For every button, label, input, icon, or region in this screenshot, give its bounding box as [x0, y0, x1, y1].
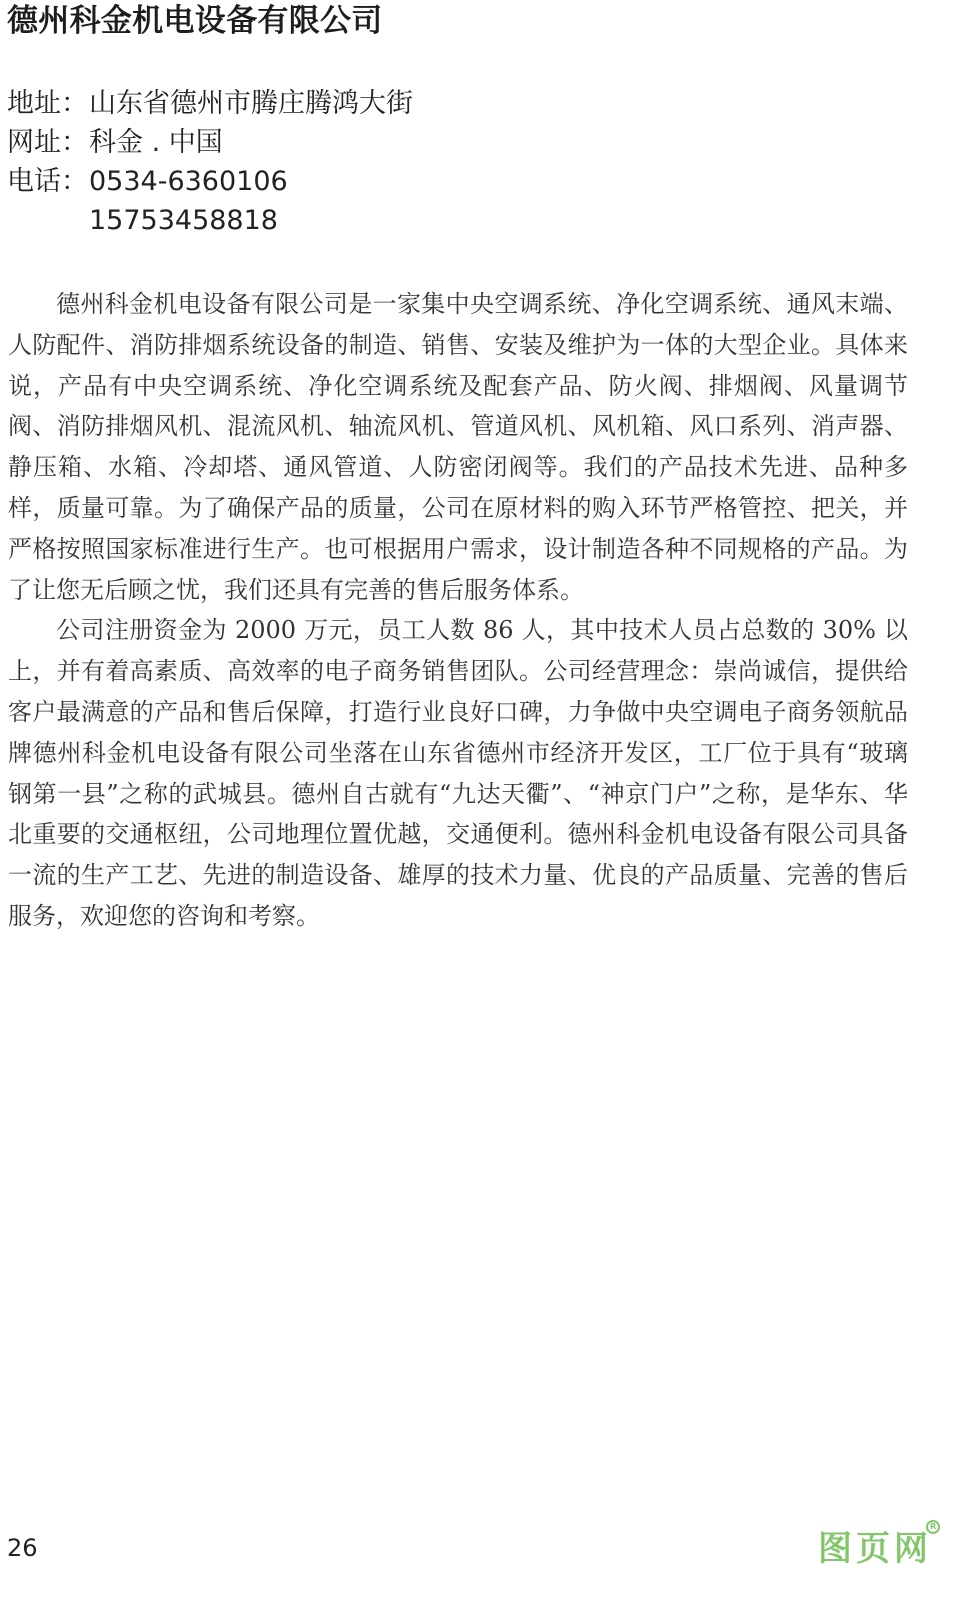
- address-row: [7, 84, 707, 123]
- phone-row: [7, 162, 707, 201]
- phone-secondary-row: [7, 201, 707, 240]
- address-value: 山东省德州市腾庄腾鸿大街: [89, 88, 413, 119]
- website-row: [7, 123, 707, 162]
- website-label: 网址：: [7, 127, 88, 158]
- intro-paragraph-2: 公司注册资金为 2000 万元，员工人数 86 人，其中技术人员占总数的 30% 以上，并有着高素质、高效率的电子商务销售团队。公司经营理念：崇尚诚信，提供给客户最满意的产品和售后保障，打造行业良好口碑，力争做中央空调电子商务领航品牌德州科金机电设备有限公司坐落在山东省德州市经济开发区，工厂位于具有“玻璃钢第一县”之称的武城县。德州自古就有“九达天衢”、“神京门户”之称，是华东、华北重要的交通枢纽，公司地理位置优越，交通便利。德州科金机电设备有限公司具备一流的生产工艺、先进的制造设备、雄厚的技术力量、优良的产品质量、完善的售后服务，欢迎您的咨询和考察。: [8, 616, 908, 930]
- contact-block: [7, 84, 707, 240]
- address-label: 地址：: [7, 88, 88, 119]
- company-title: 德州科金机电设备有限公司: [7, 3, 383, 39]
- phone-primary: 0534-6360106: [89, 166, 288, 197]
- company-introduction: [8, 284, 908, 937]
- watermark-text: 图页网: [818, 1529, 932, 1569]
- website-value: 科金 . 中国: [89, 127, 223, 158]
- registered-mark-icon: [926, 1520, 940, 1534]
- phone-label: 电话：: [7, 166, 88, 197]
- page-number: 26: [7, 1534, 38, 1562]
- intro-paragraph-1: 德州科金机电设备有限公司是一家集中央空调系统、净化空调系统、通风末端、人防配件、消防排烟系统设备的制造、销售、安装及维护为一体的大型企业。具体来说，产品有中央空调系统、净化空调系统及配套产品、防火阀、排烟阀、风量调节阀、消防排烟风机、混流风机、轴流风机、管道风机、风机箱、风口系列、消声器、静压箱、水箱、冷却塔、通风管道、人防密闭阀等。我们的产品技术先进、品种多样，质量可靠。为了确保产品的质量，公司在原材料的购入环节严格管控、把关，并严格按照国家标准进行生产。也可根据用户需求，设计制造各种不同规格的产品。为了让您无后顾之忧，我们还具有完善的售后服务体系。: [8, 290, 908, 604]
- phone-secondary: 15753458818: [89, 205, 278, 236]
- site-watermark: [818, 1524, 938, 1584]
